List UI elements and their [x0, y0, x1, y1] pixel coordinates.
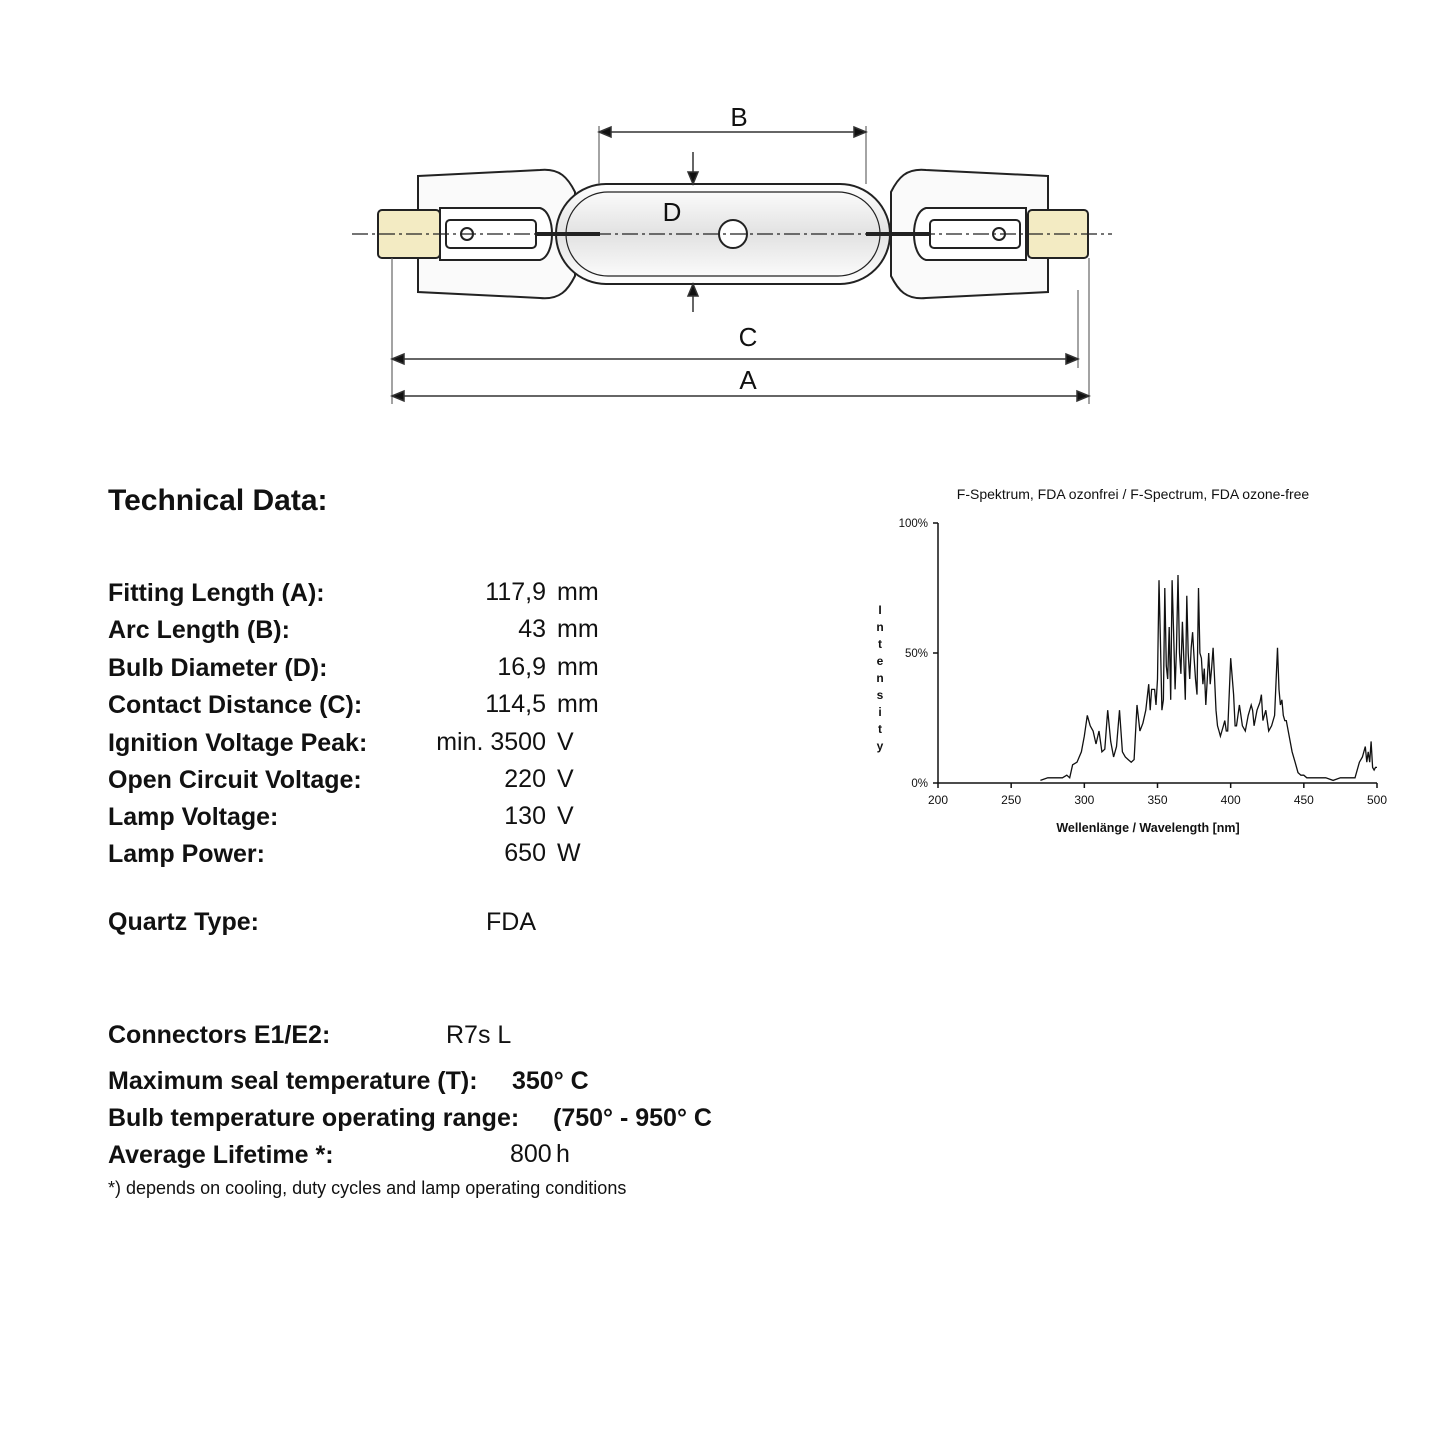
spec-label: Contact Distance (C): — [108, 691, 363, 719]
seal-temp-value: 350° C — [512, 1067, 589, 1095]
quartz-label: Quartz Type: — [108, 908, 259, 936]
spec-unit: V — [557, 802, 574, 830]
spectrum-series-line — [1040, 575, 1377, 780]
chart-x-tick-label: 350 — [1147, 793, 1168, 807]
quartz-value: FDA — [486, 908, 536, 936]
chart-x-tick-label: 250 — [1001, 793, 1022, 807]
spec-label: Ignition Voltage Peak: — [108, 729, 368, 757]
chart-title: F-Spektrum, FDA ozonfrei / F-Spectrum, FDA ozone-free — [956, 486, 1310, 502]
chart-y-tick-label: 0% — [911, 778, 928, 790]
lifetime-label: Average Lifetime *: — [108, 1141, 334, 1169]
spec-label: Bulb Diameter (D): — [108, 654, 328, 682]
page-title: Technical Data: — [108, 484, 328, 517]
spec-unit: W — [557, 839, 581, 867]
chart-x-tick-label: 200 — [927, 793, 949, 807]
spec-label: Lamp Voltage: — [108, 803, 279, 831]
lifetime-unit: h — [556, 1140, 570, 1168]
dim-label-c: C — [738, 322, 758, 352]
chart-x-tick-label: 500 — [1366, 793, 1388, 807]
dim-label-d: D — [662, 197, 682, 227]
spec-unit: mm — [557, 615, 599, 643]
chart-x-tick-label: 300 — [1074, 793, 1095, 807]
spec-label: Arc Length (B): — [108, 616, 290, 644]
lifetime-value: 800 — [510, 1140, 552, 1168]
chart-ylabel: I n t e n s i t y — [876, 603, 884, 753]
connectors-label: Connectors E1/E2: — [108, 1021, 331, 1049]
bulb-temp-value: (750° - 950° C — [553, 1104, 712, 1132]
lamp-dimension-drawing — [0, 0, 1445, 440]
chart-y-tick-label: 100% — [898, 518, 928, 530]
spectrum-chart — [860, 470, 1420, 850]
spec-unit: mm — [557, 578, 599, 606]
chart-xlabel: Wellenlänge / Wavelength [nm] — [1056, 821, 1240, 835]
spec-value: 117,9 — [485, 578, 546, 606]
spec-value: min. 3500 — [436, 728, 546, 756]
dim-label-b: B — [730, 102, 748, 132]
spec-unit: V — [557, 728, 574, 756]
spec-value: 114,5 — [485, 690, 546, 718]
connectors-value: R7s L — [446, 1021, 512, 1049]
seal-temp-label: Maximum seal temperature (T): — [108, 1067, 478, 1095]
spec-value: 130 — [504, 802, 546, 830]
dim-label-a: A — [739, 365, 757, 395]
spec-label: Fitting Length (A): — [108, 579, 325, 607]
spec-unit: V — [557, 765, 574, 793]
spec-value: 16,9 — [497, 653, 546, 681]
spec-unit: mm — [557, 653, 599, 681]
chart-x-tick-label: 450 — [1293, 793, 1314, 807]
spec-unit: mm — [557, 690, 599, 718]
spec-value: 43 — [518, 615, 546, 643]
footnote: *) depends on cooling, duty cycles and lamp operating conditions — [108, 1178, 627, 1198]
spec-value: 220 — [504, 765, 546, 793]
bulb-temp-label: Bulb temperature operating range: — [108, 1104, 520, 1132]
spec-label: Lamp Power: — [108, 840, 265, 868]
chart-y-tick-label: 50% — [904, 648, 928, 660]
chart-x-tick-label: 400 — [1220, 793, 1241, 807]
spec-label: Open Circuit Voltage: — [108, 766, 362, 794]
spec-value: 650 — [504, 839, 546, 867]
